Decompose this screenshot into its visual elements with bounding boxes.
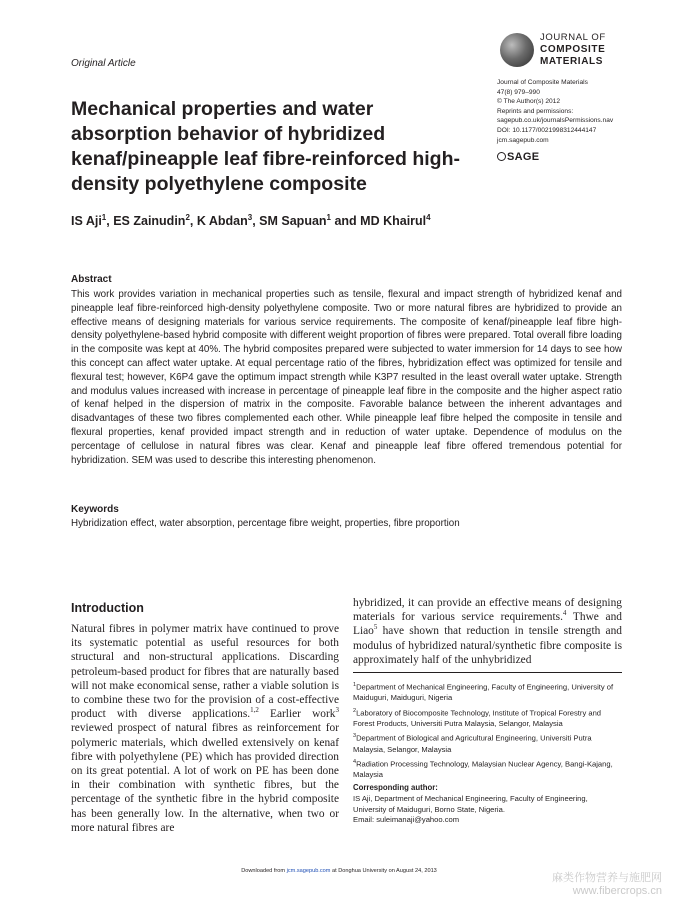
watermark-line2: www.fibercrops.cn — [572, 885, 662, 897]
abstract-text: This work provides variation in mechanical properties such as tensile, flexural and impact strength of hybridized kenaf and pineapple leaf fibre-reinforced high-density polyethylene composite. Two or more natural fibres are hybridized to provide an effective means of designing materials for various service requirements. The composite of kenaf/pineapple leaf fibre high-density polyethylene-based hybrid composite with different weight proportion of fibres were prepared. Total overall fibre loading in the composite was kept at 40%. The hybrid composites prepared were subjected to water immersion for 14 days to see how this concept can affect water uptake. At equal percentage ratio of the fibres, hybridization effect was optimized for tensile and flexural test; however, K6P4 gave the optimum impact strength while K3P7 resulted in the least overall water uptake. Strength and modulus values increased with increase in percentage of pineapple leaf fibre in the composite and the higher aspect ratio of kenaf helped in the dispersion of matrix in the composite. Favorable balance between the inherent advantages and disadvantages of these two fibres complemented each other. While pineapple leaf fibre helped the composite in tensile and flexural properties, kenaf provided impact strength and in reduction of water uptake. Dependence of modulus on the percentage of cellulose in natural fibres was clear. Kenaf and pineapple leaf fibre offered tremendous potential for hybridization. SEM was used to describe this interesting phenomenon. — [71, 289, 622, 466]
journal-logo-line2: COMPOSITE — [540, 44, 606, 55]
author-separator: , — [252, 214, 260, 229]
journal-logo-sphere-icon — [500, 33, 534, 67]
affiliation-text: Department of Mechanical Engineering, Faculty of Engineering, University of Maiduguri, Maiduguri, Nigeria — [353, 682, 614, 703]
author-affiliation-ref: 1 — [326, 213, 331, 222]
footnote-divider — [353, 672, 622, 673]
author-affiliation-ref: 3 — [247, 213, 253, 222]
author-separator: , — [189, 214, 197, 229]
copyright: © The Author(s) 2012 — [497, 98, 561, 106]
intro-text-part: Natural fibres in polymer matrix have continued to prove its systematic potential as useful resources for both structural and non-structural applications. Discarding petroleum-based product for fibres that are naturally based will not make economical sense, rather a viable solution is to combine these two for the provision of a cost-effective product with diverse applications. — [71, 623, 339, 721]
footer-prefix: Downloaded from — [241, 868, 287, 874]
article-type-label: Original Article — [71, 58, 136, 69]
author-separator: , — [106, 214, 114, 229]
journal-meta — [497, 78, 667, 145]
journal-logo-line3: MATERIALS — [540, 56, 603, 67]
affiliations — [353, 680, 622, 783]
affiliation-number: 2 — [353, 707, 357, 714]
journal-name: Journal of Composite Materials — [497, 79, 588, 86]
introduction-paragraph — [71, 622, 339, 835]
introduction-continued — [353, 596, 622, 667]
author-name: SM Sapuan — [259, 214, 327, 229]
author-affiliation-ref: 2 — [185, 213, 190, 222]
affiliation-item — [353, 731, 622, 755]
introduction-heading: Introduction — [71, 601, 144, 615]
author-affiliation-ref: 4 — [426, 213, 431, 222]
affiliation-item — [353, 757, 622, 781]
author-list — [71, 213, 431, 228]
citation-ref[interactable]: 1,2 — [250, 706, 259, 715]
publisher-name: SAGE — [507, 151, 540, 163]
footer-suffix: at Donghua University on August 24, 2013 — [330, 868, 437, 874]
affiliation-text: Department of Biological and Agricultural Engineering, Universiti Putra Malaysia, Selangor, Malaysia — [353, 733, 592, 754]
keywords-heading: Keywords — [71, 504, 119, 515]
corresponding-email[interactable]: Email: suleimanaji@yahoo.com — [353, 815, 460, 825]
corresponding-author-details — [353, 794, 622, 826]
intro-text-part: Earlier work — [258, 708, 336, 721]
journal-url[interactable]: jcm.sagepub.com — [497, 136, 549, 144]
affiliation-number: 3 — [353, 733, 357, 740]
affiliation-number: 4 — [353, 759, 357, 766]
author-name: MD Khairul — [360, 214, 427, 229]
paper-title: Mechanical properties and water absorption behavior of hybridized kenaf/pineapple leaf fibre-reinforced high-density polyethylene composite — [71, 98, 460, 195]
author-name: K Abdan — [196, 214, 248, 229]
affiliation-text: Laboratory of Biocomposite Technology, Institute of Tropical Forestry and Forest Products, Universiti Putra Malaysia, Selangor, Malaysia — [353, 708, 602, 728]
site-watermark — [552, 872, 662, 898]
author-name: ES Zainudin — [113, 214, 186, 229]
author-name: IS Aji — [71, 214, 102, 229]
permissions-url[interactable]: sagepub.co.uk/journalsPermissions.nav — [497, 117, 614, 125]
affiliation-number: 1 — [353, 682, 357, 688]
corresponding-author-heading: Corresponding author: — [353, 783, 438, 792]
footer-link[interactable]: jcm.sagepub.com — [286, 868, 331, 874]
author-affiliation-ref: 1 — [101, 213, 107, 222]
affiliation-item — [353, 680, 622, 704]
journal-logo-text — [540, 32, 606, 68]
volume-issue-pages: 47(8) 979–990 — [497, 88, 540, 96]
watermark-line1: 麻类作物营养与施肥网 — [552, 872, 662, 884]
citation-ref[interactable]: 5 — [373, 623, 378, 632]
intro-text-part: reviewed prospect of natural fibres as reinforcement for polymeric materials, which dwelled extensively on kenaf fibre with polyethylene (PE) which has provided direction on its great potential. A lot of work on PE has been done in their combination with synthetic fibres, but the percentage of the synthetic fibre in the hybrid composite has been generally low. In the alternative, when two or more natural fibres are — [71, 722, 339, 834]
keywords-text: Hybridization effect, water absorption, percentage fibre weight, properties, fibre proportion — [71, 518, 460, 529]
author-separator: and — [331, 214, 361, 229]
doi[interactable]: DOI: 10.1177/0021998312444147 — [497, 126, 597, 134]
corresponding-address: IS Aji, Department of Mechanical Engineering, Faculty of Engineering, University of Maiduguri, Borno State, Nigeria. — [353, 794, 588, 814]
publisher-logo — [497, 151, 539, 163]
reprints-label: Reprints and permissions: — [497, 107, 574, 115]
affiliation-text: Radiation Processing Technology, Malaysian Nuclear Agency, Bangi-Kajang, Malaysia — [353, 759, 613, 780]
citation-ref[interactable]: 3 — [335, 706, 339, 715]
journal-logo-line1: JOURNAL OF — [540, 32, 606, 43]
col2-text-part: Thwe and Liao — [353, 611, 622, 638]
col2-text-part: have shown that reduction in tensile strength and modulus of hybridized natural/synthetic fibre composite is approximately half of the unhybridized — [353, 625, 622, 666]
abstract-heading: Abstract — [71, 274, 112, 285]
journal-logo — [500, 30, 620, 74]
affiliation-item — [353, 706, 622, 730]
col2-text-part: hybridized, it can provide an effective means of designing materials for various service requirements. — [353, 597, 622, 624]
sage-circle-icon — [497, 152, 506, 161]
citation-ref[interactable]: 4 — [562, 609, 567, 618]
